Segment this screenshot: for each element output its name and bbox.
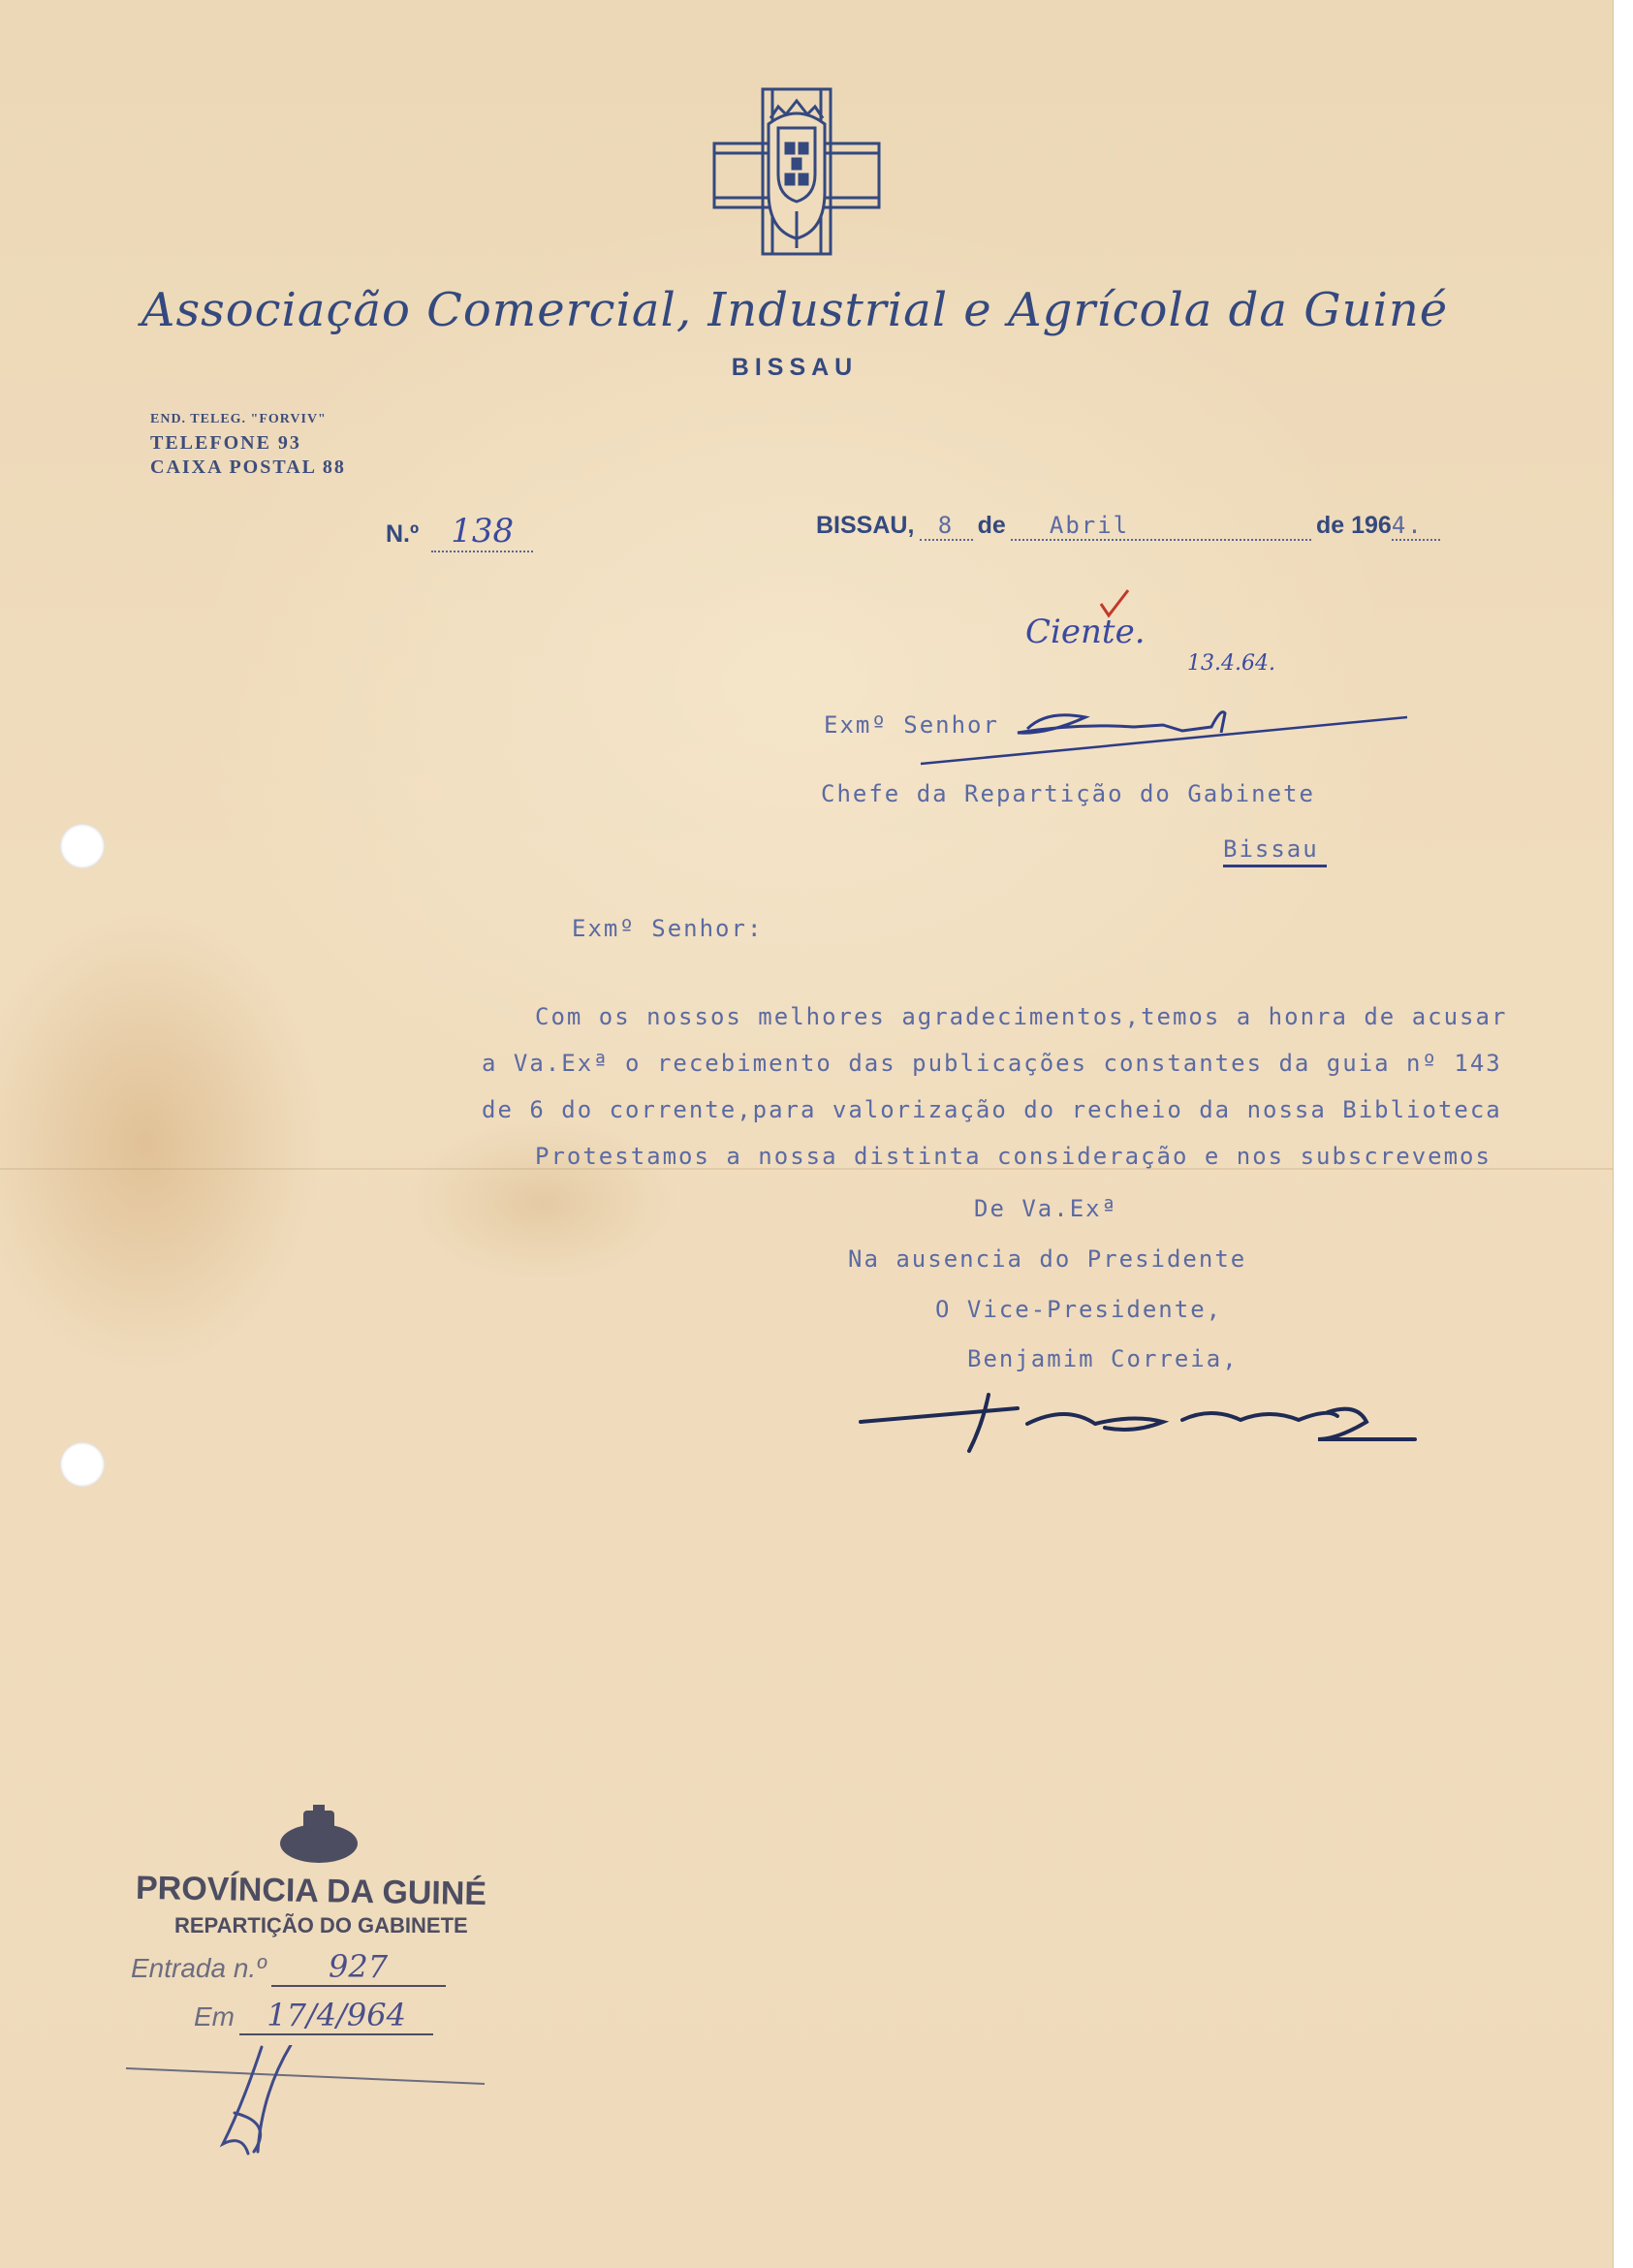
telegraph-address: END. TELEG. "FORVIV": [150, 412, 327, 426]
recipient-signature-underline: [921, 688, 1410, 766]
letter-salutation: Exmº Senhor:: [572, 915, 764, 942]
body-line: Protestamos a nossa distinta consideração e nos subscrevemos: [535, 1143, 1492, 1170]
date-de: de: [977, 512, 1006, 539]
date-year-prefix: de 196: [1315, 512, 1392, 539]
body-line: a Va.Exª o recebimento das publicações constantes da guia nº 143: [482, 1050, 1502, 1077]
contact-block: [150, 407, 346, 480]
closing-line: Benjamim Correia,: [967, 1345, 1239, 1372]
handwritten-note-date: 13.4.64.: [1187, 651, 1275, 676]
recipient-place: Bissau: [1223, 835, 1327, 867]
punch-hole-bottom: [60, 1442, 105, 1487]
vice-president-signature: [853, 1391, 1454, 1459]
closing-line: De Va.Exª: [974, 1195, 1118, 1222]
stamp-province: PROVÍNCIA DA GUINÉ: [135, 1869, 487, 1913]
date-city: BISSAU,: [816, 512, 915, 539]
letterhead-city: BISSAU: [731, 354, 859, 381]
association-name: Associação Comercial, Industrial e Agrícola da Guiné: [141, 283, 1449, 337]
number-label: N.º: [386, 520, 420, 548]
body-line: de 6 do corrente,para valorização do recheio da nossa Biblioteca: [482, 1096, 1502, 1123]
reference-number: [386, 512, 533, 552]
stamp-initials: [126, 2045, 494, 2171]
body-line: Com os nossos melhores agradecimentos,temos a honra de acusar: [535, 1003, 1508, 1030]
phone-number: TELEFONE 93: [150, 432, 301, 454]
stamp-department: REPARTIÇÃO DO GABINETE: [174, 1913, 468, 1937]
stamp-date-label: Em: [194, 2001, 235, 2032]
stamp-entry-label: Entrada n.º: [131, 1953, 267, 1983]
stamp-date: [194, 1997, 433, 2035]
recipient-role: Chefe da Repartição do Gabinete: [821, 780, 1315, 807]
stamp-entry-value: 927: [271, 1948, 446, 1987]
date-year-suffix: 4.: [1392, 512, 1440, 541]
coat-of-arms-emblem: [710, 85, 883, 258]
stamp-entry: [131, 1948, 446, 1987]
stamp-coat-of-arms: [274, 1805, 363, 1869]
stamp-date-value: 17/4/964: [239, 1997, 433, 2035]
recipient-salutation: Exmº Senhor: [824, 711, 999, 739]
date-line: [816, 512, 1440, 541]
number-value: 138: [431, 512, 533, 552]
punch-hole-top: [60, 824, 105, 868]
closing-line: Na ausencia do Presidente: [848, 1245, 1247, 1273]
handwritten-note: Ciente.: [1025, 613, 1146, 651]
date-month: Abril: [1011, 512, 1311, 541]
closing-line: O Vice-Presidente,: [935, 1296, 1223, 1323]
date-day: 8: [920, 512, 973, 541]
po-box: CAIXA POSTAL 88: [150, 457, 346, 478]
